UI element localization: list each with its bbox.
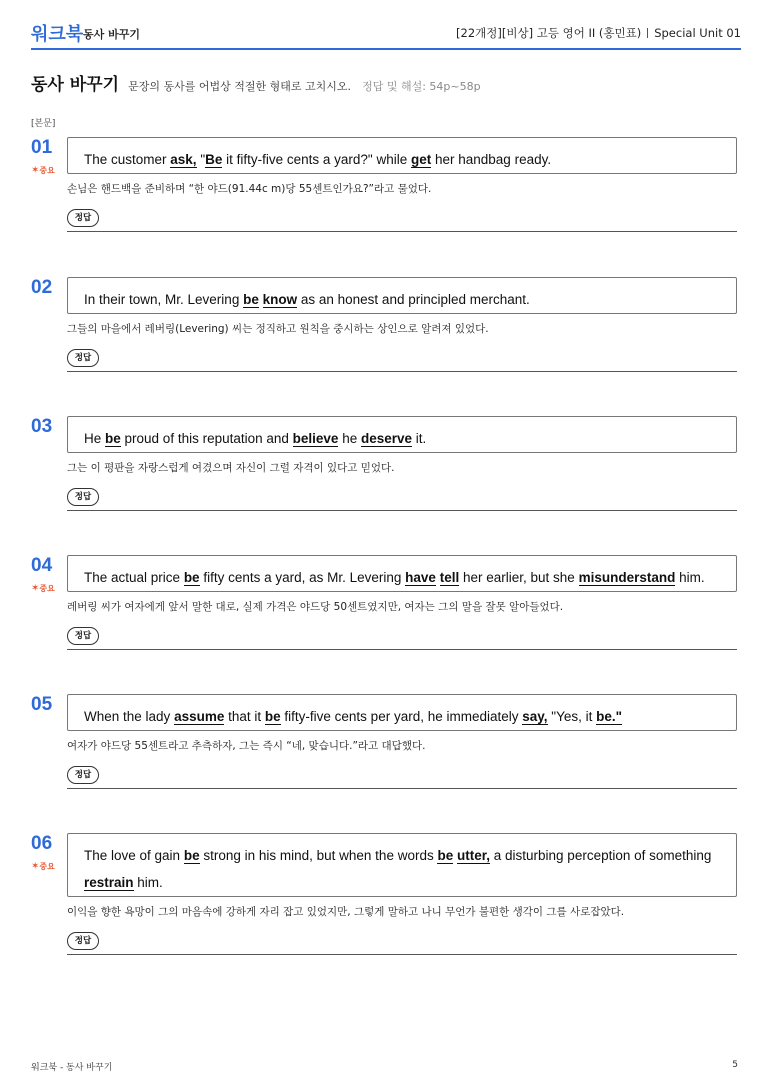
sentence-text: proud of this reputation and [120, 431, 293, 446]
important-badge [31, 861, 55, 872]
unit-name: Special Unit 01 [654, 26, 741, 40]
sentence [68, 834, 736, 904]
target-verb: be [243, 292, 259, 307]
target-verb: be [183, 570, 200, 585]
target-verb: ask, [170, 152, 197, 167]
important-badge [31, 165, 55, 176]
translation: 이익을 향한 욕망이 그의 마음속에 강하게 자리 잡고 있었지만, 그렇게 말하고 나니 무언가 불편한 생각이 그를 사로잡았다. [67, 906, 625, 918]
target-verb: be [183, 848, 200, 863]
target-verb: be." [596, 709, 623, 724]
target-verb: Be [205, 152, 223, 167]
sentence-text: The actual price [84, 570, 184, 585]
sentence-box [67, 277, 737, 314]
sentence-box [67, 555, 737, 592]
course-info [456, 25, 741, 41]
target-verb: be [264, 709, 281, 724]
answer-button[interactable]: 정답 [67, 932, 99, 950]
translation: 여자가 야드당 55센트라고 추측하자, 그는 즉시 “네, 맞습니다.”라고 대답했다. [67, 740, 426, 752]
target-verb: utter, [457, 848, 491, 863]
exercise-item [31, 416, 737, 512]
target-verb: know [262, 292, 298, 307]
item-number: 04 [31, 555, 53, 576]
brand-logo: 워크북 [31, 24, 84, 45]
translation: 손님은 핸드백을 준비하며 “한 야드(91.44c m)당 55센트인가요?”라고 물었다. [67, 183, 432, 195]
answer-line [67, 231, 737, 232]
target-verb: have [405, 570, 436, 585]
translation: 그들의 마을에서 레버링(Levering) 씨는 정직하고 원칙을 중시하는 상인으로 알려져 있었다. [67, 323, 489, 335]
important-badge [31, 583, 55, 594]
exercise-item [31, 277, 737, 373]
course-name: [22개정][비상] 고등 영어 II (홍민표) [456, 26, 642, 40]
answer-button[interactable]: 정답 [67, 488, 99, 506]
target-verb: misunderstand [578, 570, 676, 585]
answer-button[interactable]: 정답 [67, 209, 99, 227]
sentence-text: When the lady [84, 709, 175, 724]
item-number: 06 [31, 833, 53, 854]
answer-button[interactable]: 정답 [67, 349, 99, 367]
translation: 레버링 씨가 여자에게 앞서 말한 대로, 실제 가격은 야드당 50센트였지만, 여자는 그의 말을 잘못 알아들었다. [67, 601, 564, 613]
sentence [68, 556, 736, 599]
translation: 그는 이 평판을 자랑스럽게 여겼으며 자신이 그럴 자격이 있다고 믿었다. [67, 462, 395, 474]
exercise-item [31, 137, 737, 233]
sentence-text: fifty-five cents per yard, he immediately [280, 709, 523, 724]
important-label: 중요 [39, 862, 55, 871]
sentence-box [67, 137, 737, 174]
sentence [68, 695, 736, 738]
sentence-text: The customer [84, 152, 171, 167]
target-verb: tell [439, 570, 460, 585]
answer-button[interactable]: 정답 [67, 766, 99, 784]
sentence-text: as an honest and principled merchant. [297, 292, 530, 307]
page-title: 동사 바꾸기 [31, 75, 120, 95]
item-number: 01 [31, 137, 53, 158]
target-verb: restrain [84, 875, 134, 890]
instruction: 문장의 동사를 어법상 적절한 형태로 고치시오. [128, 80, 351, 93]
sentence-text: a disturbing perception of something [490, 848, 712, 863]
burst-icon: ✶ [31, 165, 40, 176]
sentence [68, 278, 736, 321]
footer-title: 워크북 - 동사 바꾸기 [31, 1063, 113, 1073]
sentence-text: that it [224, 709, 265, 724]
sentence-text: her earlier, but she [459, 570, 579, 585]
answer-line [67, 649, 737, 650]
exercise-item [31, 694, 737, 790]
important-label: 중요 [39, 584, 55, 593]
sentence-text: he [338, 431, 361, 446]
target-verb: say, [522, 709, 548, 724]
sentence-text: The love of gain [84, 848, 184, 863]
sentence-box [67, 833, 737, 897]
sentence-box [67, 416, 737, 453]
exercise-item [31, 555, 737, 651]
target-verb: get [411, 152, 432, 167]
burst-icon: ✶ [31, 583, 40, 594]
important-label: 중요 [39, 166, 55, 175]
answer-line [67, 510, 737, 511]
answer-line [67, 371, 737, 372]
item-number: 05 [31, 694, 53, 715]
header-subtitle: 동사 바꾸기 [83, 28, 140, 41]
answer-line [67, 954, 737, 955]
answer-button[interactable]: 정답 [67, 627, 99, 645]
item-number: 02 [31, 277, 53, 298]
target-verb: be [105, 431, 121, 446]
sentence-text: "Yes, it [547, 709, 597, 724]
item-number: 03 [31, 416, 53, 437]
page-title-row [31, 70, 481, 95]
sentence-text: it fifty-five cents a yard?" while [222, 152, 411, 167]
target-verb: be [437, 848, 454, 863]
answer-reference: 정답 및 해설: 54p~58p [362, 80, 481, 93]
sentence-text: " [196, 152, 206, 167]
sentence [68, 417, 736, 460]
sentence [68, 138, 736, 181]
target-verb: deserve [360, 431, 413, 446]
sentence-text: In their town, Mr. Levering [84, 292, 244, 307]
answer-line [67, 788, 737, 789]
target-verb: assume [174, 709, 225, 724]
burst-icon: ✶ [31, 861, 40, 872]
section-label: [본문] [31, 119, 56, 129]
sentence-text: him. [133, 875, 163, 890]
page-header [31, 18, 741, 50]
sentence-text: her handbag ready. [431, 152, 552, 167]
page-number: 5 [732, 1060, 738, 1070]
target-verb: believe [292, 431, 339, 446]
sentence-text: it. [412, 431, 427, 446]
separator [647, 28, 648, 38]
sentence-box [67, 694, 737, 731]
sentence-text: fifty cents a yard, as Mr. Levering [199, 570, 406, 585]
sentence-text: strong in his mind, but when the words [199, 848, 438, 863]
exercise-item [31, 833, 737, 956]
sentence-text: He [84, 431, 106, 446]
sentence-text: him. [675, 570, 705, 585]
